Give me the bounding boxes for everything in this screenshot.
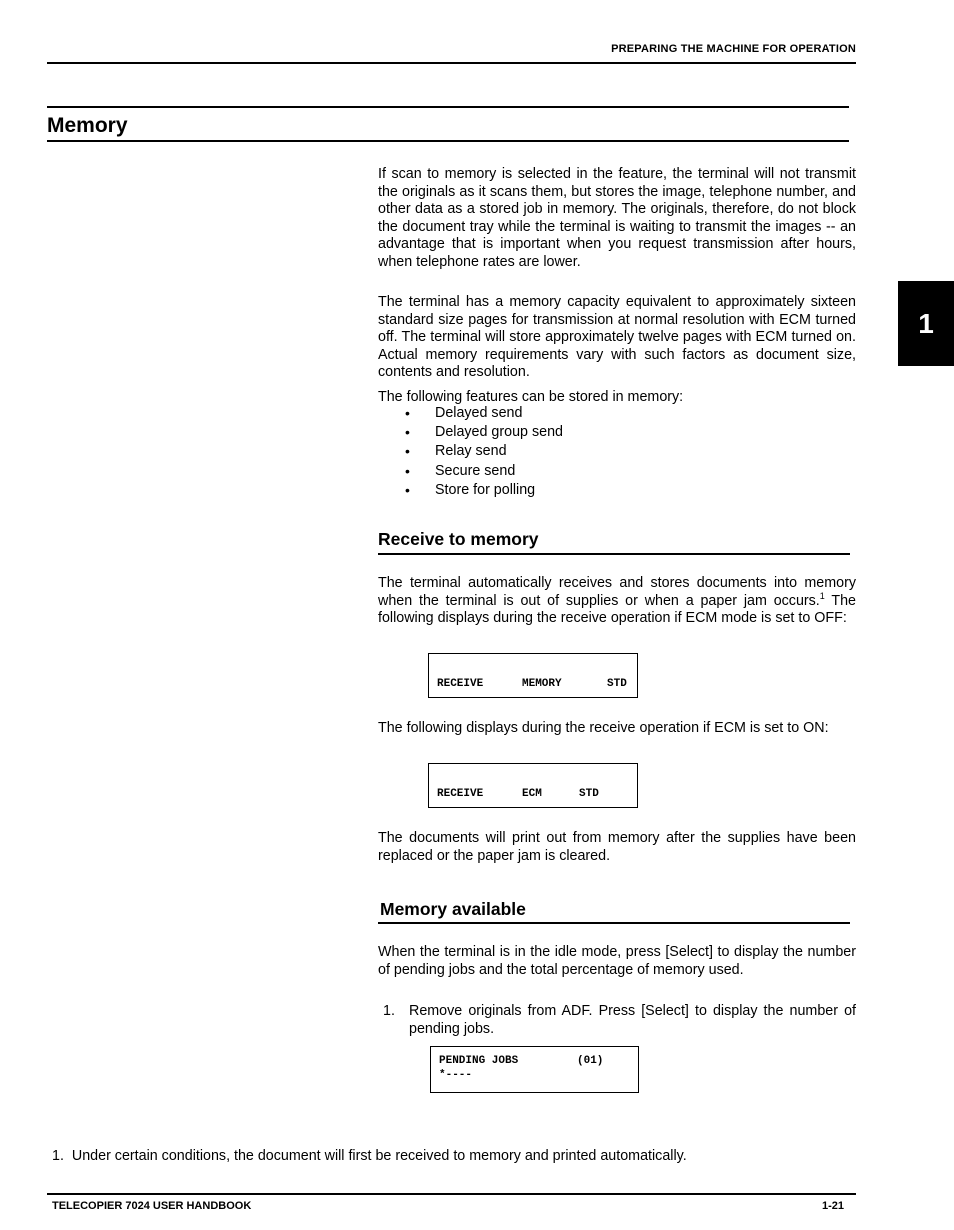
footer-rule: [47, 1193, 856, 1195]
receive-paragraph-3: The documents will print out from memory after the supplies have been replaced or the paper jam is cleared.: [378, 830, 856, 864]
header-rule: [47, 62, 856, 64]
receive-paragraph-2: The following displays during the receive operation if ECM is set to ON:: [378, 720, 829, 736]
receive-heading-rule: [378, 553, 850, 555]
page-title: Memory: [47, 114, 128, 137]
page-number: 1-21: [822, 1200, 845, 1212]
running-header: PREPARING THE MACHINE FOR OPERATION: [611, 43, 856, 55]
list-item: • Delayed send: [405, 404, 563, 423]
footnote-reference: 1: [819, 590, 825, 601]
list-item: • Relay send: [405, 442, 563, 461]
receive-paragraph-1: The terminal automatically receives and stores documents into memory when the terminal is out of supplies or when a paper jam occurs.$^1$ The following displays during the receive operation if ECM mode is set to OFF:: [378, 575, 857, 626]
intro-paragraph-2: The terminal has a memory capacity equivalent to approximately sixteen standard size pages for transmission at normal resolution with ECM turned off. The terminal will store approximately twelve pages with ECM turned on. Actual memory requirements vary with such factors as document size, contents and resolution.: [378, 294, 856, 380]
memory-available-heading-rule: [378, 922, 850, 924]
receive-heading: Receive to memory: [378, 529, 539, 549]
footnote: 1. Under certain conditions, the document will first be received to memory and printed automatically.: [52, 1148, 687, 1164]
memory-available-heading: Memory available: [380, 899, 526, 919]
display-receive-ecm-std: RECEIVE ECM STD: [428, 763, 638, 808]
list-item: • Delayed group send: [405, 423, 563, 442]
display-pending-jobs: PENDING JOBS (01) *----: [430, 1046, 639, 1093]
memory-available-paragraph: When the terminal is in the idle mode, press [Select] to display the number of pending jobs and the total percentage of memory used.: [378, 944, 856, 978]
footer-left: TELECOPIER 7024 USER HANDBOOK: [52, 1200, 252, 1212]
list-item: • Secure send: [405, 462, 563, 481]
title-rule-bottom: [47, 140, 849, 142]
list-item: • Store for polling: [405, 481, 563, 500]
title-rule-top: [47, 106, 849, 108]
display-receive-memory-std: RECEIVE MEMORY STD: [428, 653, 638, 698]
step-number: 1.: [383, 1003, 395, 1019]
intro-paragraph-3: The following features can be stored in memory:: [378, 389, 684, 405]
intro-paragraph-1: If scan to memory is selected in the feature, the terminal will not transmit the originals as it scans them, but stores the image, telephone number, and other data as a stored job in memory. The originals, therefore, do not block the document tray while the terminal is waiting to transmit the images -- an advantage that is important when you request transmission after hours, when telephone rates are lower.: [378, 166, 856, 270]
chapter-tab: 1: [898, 281, 954, 366]
feature-list: [405, 404, 563, 500]
step-text: Remove originals from ADF. Press [Select] to display the number of pending jobs.: [409, 1003, 856, 1037]
